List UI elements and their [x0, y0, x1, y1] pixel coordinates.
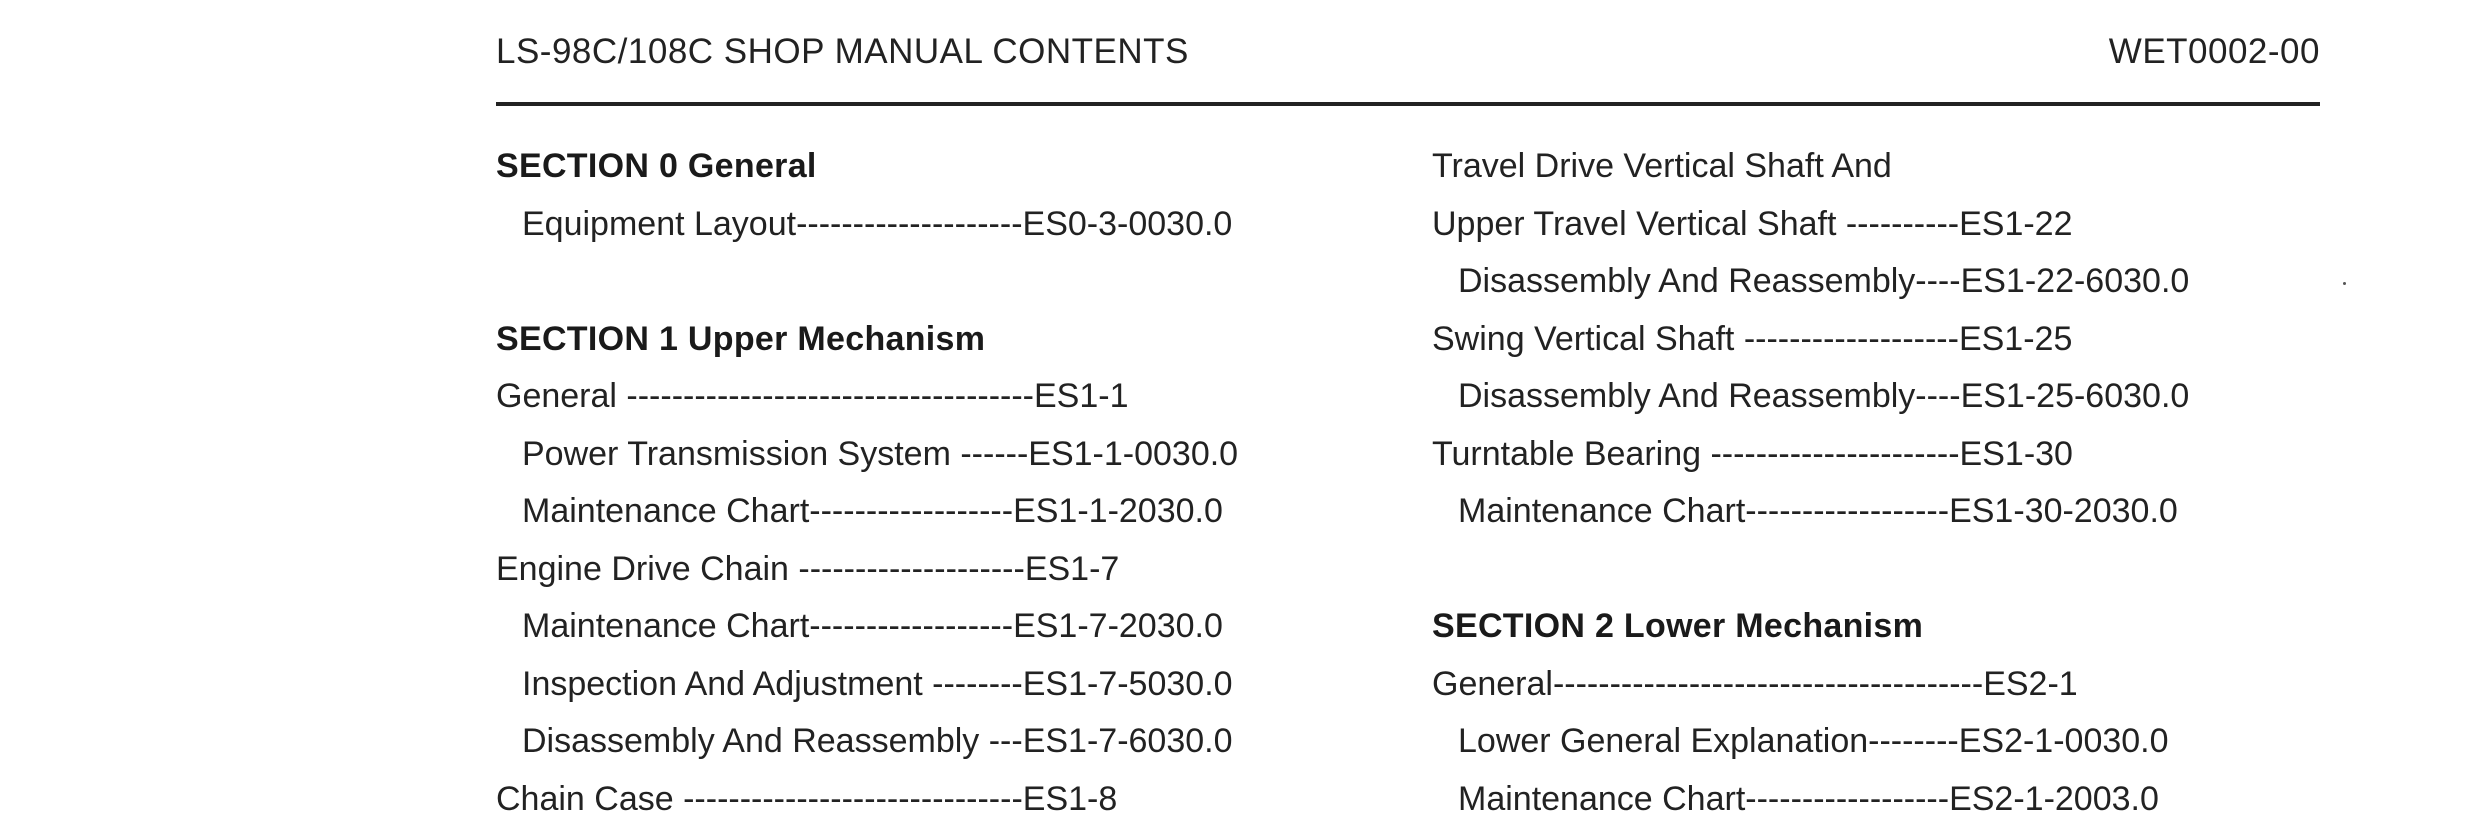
contents-right-column	[1432, 138, 2189, 828]
toc-entry: Maintenance Chart------------------ES1-30-2030.0	[1458, 492, 2178, 531]
section-heading: SECTION 2 Lower Mechanism	[1432, 607, 1924, 646]
toc-entry: General--------------------------------------ES2-1	[1432, 664, 2078, 703]
toc-entry: Lower General Explanation--------ES2-1-0030.0	[1458, 722, 2169, 761]
toc-entry: Travel Drive Vertical Shaft And	[1432, 147, 1892, 186]
toc-entry: Engine Drive Chain --------------------ES1-7	[496, 549, 1120, 588]
spacer	[1432, 541, 2189, 599]
toc-entry: Disassembly And Reassembly----ES1-22-6030.0	[1458, 262, 2190, 301]
page-header	[496, 32, 2320, 76]
toc-entry: Power Transmission System ------ES1-1-0030.0	[522, 434, 1239, 473]
document-id: WET0002-00	[2108, 32, 2320, 71]
header-rule	[496, 102, 2320, 106]
contents-left-column	[496, 138, 1238, 828]
toc-entry: Maintenance Chart------------------ES2-1-2003.0	[1458, 779, 2159, 818]
toc-entry: Maintenance Chart------------------ES1-1-2030.0	[522, 492, 1223, 531]
toc-entry: Maintenance Chart------------------ES1-7-2030.0	[522, 607, 1223, 646]
scan-speck	[2343, 282, 2346, 285]
toc-entry: Turntable Bearing ----------------------ES1-30	[1432, 434, 2073, 473]
toc-entry: Swing Vertical Shaft -------------------ES1-25	[1432, 319, 2073, 358]
section-heading: SECTION 0 General	[496, 147, 817, 186]
spacer	[496, 253, 1238, 311]
toc-entry: Disassembly And Reassembly ---ES1-7-6030.0	[522, 722, 1233, 761]
toc-entry: Inspection And Adjustment --------ES1-7-5030.0	[522, 664, 1233, 703]
toc-entry: Disassembly And Reassembly----ES1-25-6030.0	[1458, 377, 2190, 416]
toc-entry: Upper Travel Vertical Shaft ----------ES1-22	[1432, 204, 2073, 243]
toc-entry: General ------------------------------------ES1-1	[496, 377, 1129, 416]
toc-entry: Chain Case ------------------------------ES1-8	[496, 779, 1118, 818]
section-heading: SECTION 1 Upper Mechanism	[496, 319, 986, 358]
toc-entry: Equipment Layout--------------------ES0-3-0030.0	[522, 204, 1233, 243]
manual-title: LS-98C/108C SHOP MANUAL CONTENTS	[496, 32, 1189, 71]
